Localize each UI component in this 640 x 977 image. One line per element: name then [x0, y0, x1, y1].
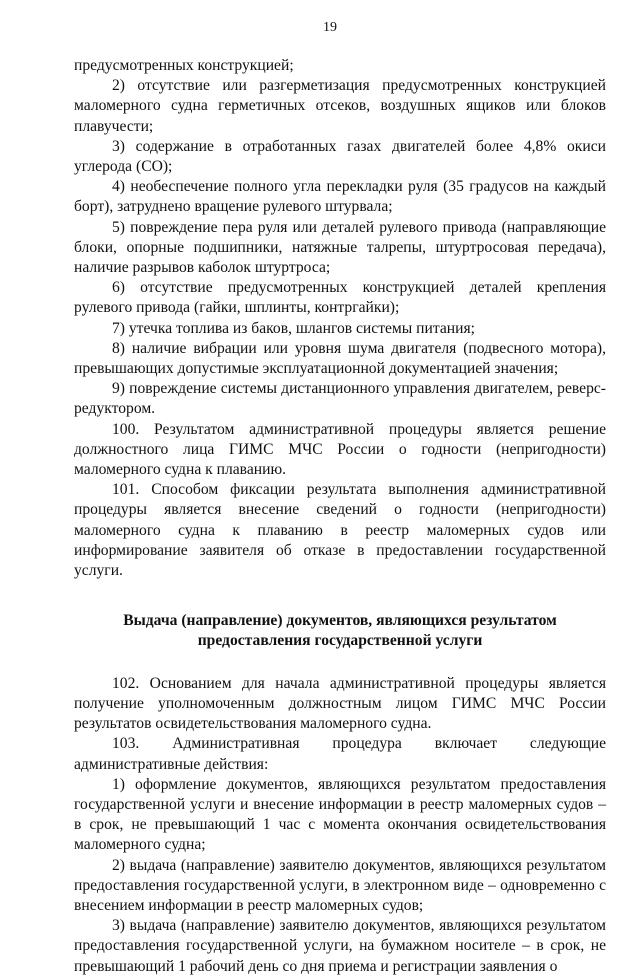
paragraph: 102. Основанием для начала административной процедуры является получение уполномоченным должностным лицом ГИМС МЧС России результатов освидетельствования маломерного судна.	[74, 674, 606, 733]
paragraph: 103. Административная процедура включает следующие административные действия:	[74, 735, 606, 773]
paragraph: 8) наличие вибрации или уровня шума двигателя (подвесного мотора), превышающих допустимые эксплуатационной документацией значения;	[74, 339, 606, 378]
paragraph: 1) оформление документов, являющихся результатом предоставления государственной услуги и внесение информации в реестр маломерных судов – в срок, не превышающий 1 час с момента окончания освидетельствования маломерного судна;	[74, 775, 606, 854]
paragraph: 6) отсутствие предусмотренных конструкцией деталей крепления рулевого привода (гайки, шплинты, контргайки);	[74, 279, 606, 317]
body-text-bottom	[74, 674, 606, 977]
page-number: 19	[323, 20, 337, 35]
section-heading: Выдача (направление) документов, являющихся результатом предоставления государственной услуги	[123, 612, 557, 650]
paragraph: 2) выдача (направление) заявителю документов, являющихся результатом предоставления государственной услуги, в электронном виде – одновременно с внесением информации в реестр маломерных судов;	[74, 856, 606, 914]
paragraph: 3) выдача (направление) заявителю документов, являющихся результатом предоставления государственной услуги, на бумажном носителе – в срок, не превышающий 1 рабочий день со дня приема и регистрации заявления о	[74, 917, 606, 975]
paragraph: 4) необеспечение полного угла перекладки руля (35 градусов на каждый борт), затруднено вращение рулевого штурвала;	[74, 178, 606, 216]
paragraph: 2) отсутствие или разгерметизация предусмотренных конструкцией маломерного судна герметичных отсеков, воздушных ящиков или блоков плавучести;	[74, 77, 606, 135]
paragraph: 5) повреждение пера руля или деталей рулевого привода (направляющие блоки, опорные подшипники, натяжные талрепы, штуртросовая передача), наличие разрывов каболок штуртроса;	[74, 218, 606, 277]
paragraph: 100. Результатом административной процедуры является решение должностного лица ГИМС МЧС России о годности (непригодности) маломерного судна к плаванию.	[74, 420, 606, 479]
paragraph: 9) повреждение системы дистанционного управления двигателем, реверс-редуктором.	[74, 380, 606, 418]
paragraph: 101. Способом фиксации результата выполнения административной процедуры является внесение сведений о годности (непригодности) маломерного судна к плаванию в реестр маломерных судов или информирование заявителя об отказе в предоставлении государственной услуги.	[74, 481, 606, 580]
paragraph: 7) утечка топлива из баков, шлангов системы питания;	[112, 319, 475, 337]
paragraph: предусмотренных конструкцией;	[74, 57, 294, 74]
paragraph: 3) содержание в отработанных газах двигателей более 4,8% окиси углерода (СО);	[74, 137, 606, 176]
body-text-top	[74, 56, 606, 581]
